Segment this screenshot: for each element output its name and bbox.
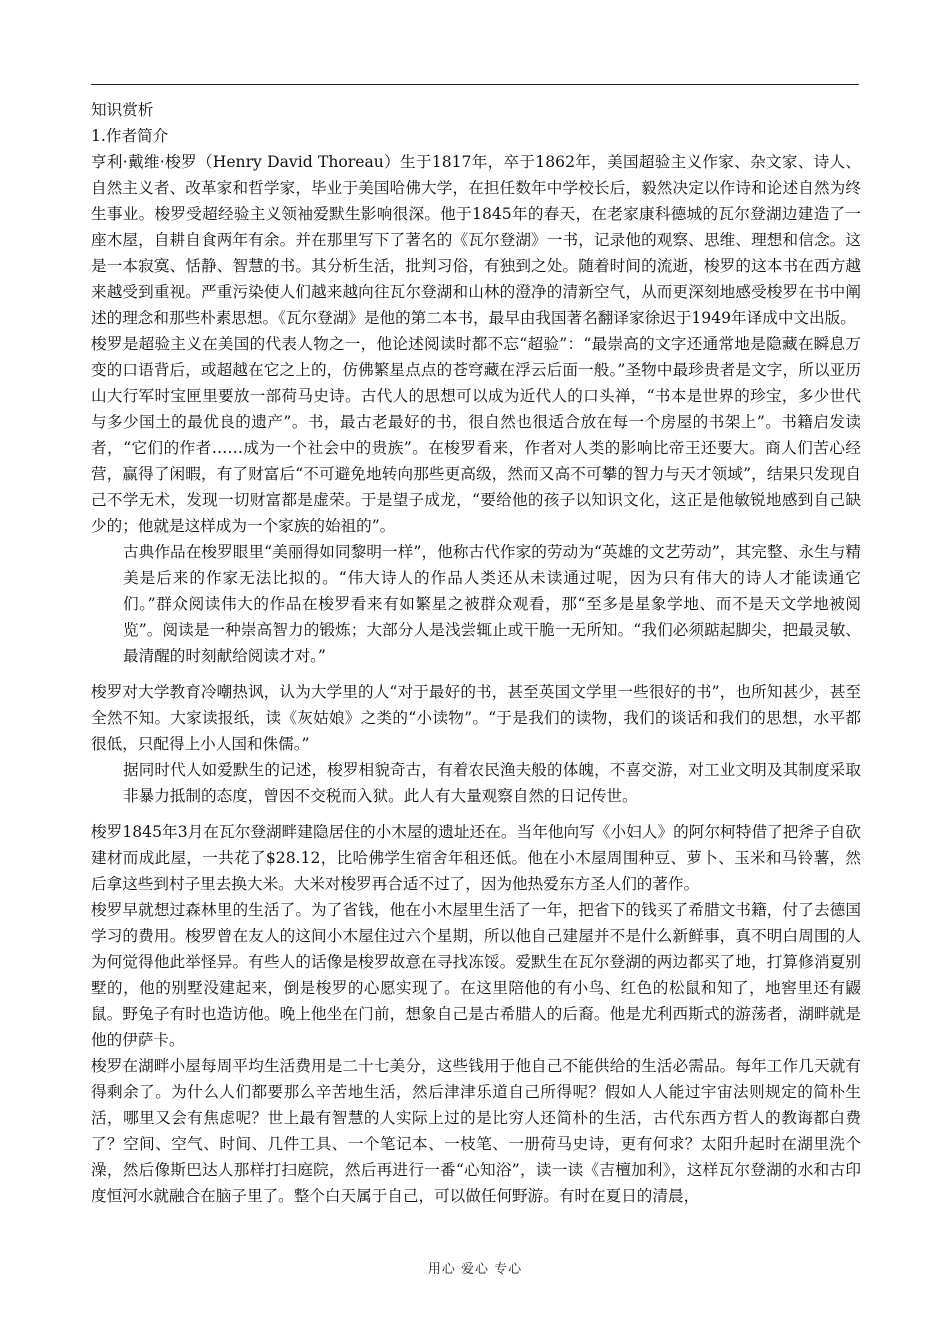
document-body <box>91 97 861 1209</box>
paragraph-3: 古典作品在梭罗眼里“美丽得如同黎明一样”，他称古代作家的劳动为“英雄的文艺劳动”，其完整、永生与精美是后来的作家无法比拟的。“伟大诗人的作品人类还从未读通过呢，因为只有伟大的诗人才能读通它们。”群众阅读伟大的作品在梭罗看来有如繁星之被群众观看，那“至多是星象学地、而不是天文学地被阅览”。阅读是一种崇高智力的锻炼；大部分人是浅尝辄止或干脆一无所知。“我们必须踮起脚尖，把最灵敏、最清醒的时刻献给阅读才对。” <box>123 543 861 665</box>
subheading: 1.作者简介 <box>91 127 169 145</box>
paragraph-7: 梭罗早就想过森林里的生活了。为了省钱，他在小木屋里生活了一年，把省下的钱买了希腊文书籍，付了去德国学习的费用。梭罗曾在友人的这间小木屋住过六个星期，所以他自己建屋并不是什么新鲜事，真不明白周围的人为何觉得他此举怪异。有些人的话像是梭罗故意在寻找冻馁。爱默生在瓦尔登湖的两边都买了地，打算修消夏别墅的，他的别墅没建起来，倒是梭罗的心愿实现了。在这里陪他的有小鸟、红色的松鼠和知了，地窖里还有鼹鼠。野兔子有时也造访他。晚上他坐在门前，想象自己是古希腊人的后裔。他是尤利西斯式的游荡者，湖畔就是他的伊萨卡。 <box>91 901 861 1049</box>
paragraph-1: 亨利·戴维·梭罗（Henry David Thoreau）生于1817年，卒于1862年，美国超验主义作家、杂文家、诗人、自然主义者、改革家和哲学家，毕业于美国哈佛大学，在担任数年中学校长后，毅然决定以作诗和论述自然为终生事业。梭罗受超经验主义领袖爱默生影响很深。他于1845年的春天，在老家康科德城的瓦尔登湖边建造了一座木屋，自耕自食两年有余。并在那里写下了著名的《瓦尔登湖》一书，记录他的观察、思维、理想和信念。这是一本寂寞、恬静、智慧的书。其分析生活，批判习俗，有独到之处。随着时间的流逝，梭罗的这本书在西方越来越受到重视。严重污染使人们越来越向往瓦尔登湖和山林的澄净的清新空气，从而更深刻地感受梭罗在书中阐述的理念和那些朴素思想。《瓦尔登湖》是他的第二本书，最早由我国著名翻译家徐迟于1949年译成中文出版。 <box>91 153 861 327</box>
paragraph-5: 据同时代人如爱默生的记述，梭罗相貌奇古，有着农民渔夫般的体魄，不喜交游，对工业文明及其制度采取非暴力抵制的态度，曾因不交税而入狱。此人有大量观察自然的日记传世。 <box>123 761 861 805</box>
paragraph-8: 梭罗在湖畔小屋每周平均生活费用是二十七美分，这些钱用于他自己不能供给的生活必需品。每年工作几天就有得剩余了。为什么人们都要那么辛苦地生活，然后津津乐道自己所得呢？假如人人能过宇宙法则规定的简朴生活，哪里又会有焦虑呢？世上最有智慧的人实际上过的是比穷人还简朴的生活，古代东西方哲人的教诲都白费了？空间、空气、时间、几件工具、一个笔记本、一枝笔、一册荷马史诗，更有何求？太阳升起时在湖里洗个澡，然后像斯巴达人那样打扫庭院，然后再进行一番“心知浴”，读一读《吉檀加利》，这样瓦尔登湖的水和古印度恒河水就融合在脑子里了。整个白天属于自己，可以做任何野游。有时在夏日的清晨， <box>91 1057 861 1205</box>
page-footer: 用心 爱心 专心 <box>427 1262 523 1277</box>
header-rule <box>91 84 859 85</box>
paragraph-6: 梭罗1845年3月在瓦尔登湖畔建隐居住的小木屋的遗址还在。当年他向写《小妇人》的阿尔柯特借了把斧子自砍建材而成此屋，一共花了$28.12，比哈佛学生宿舍年租还低。他在小木屋周围种豆、萝卜、玉米和马铃薯，然后拿这些到村子里去换大米。大米对梭罗再合适不过了，因为他热爱东方圣人们的著作。 <box>91 823 861 893</box>
paragraph-2: 梭罗是超验主义在美国的代表人物之一，他论述阅读时都不忘“超验”：“最崇高的文字还通常地是隐藏在瞬息万变的口语背后，或超越在它之上的，仿佛繁星点点的苍穹藏在浮云后面一般。”圣物中最珍贵者是文字，所以亚历山大行军时宝匣里要放一部荷马史诗。古代人的思想可以成为近代人的口头禅，“书本是世界的珍宝，多少世代与多少国土的最优良的遗产”。书，最古老最好的书，很自然也很适合放在每一个房屋的书架上”。书籍启发读者，“它们的作者……成为一个社会中的贵族”。在梭罗看来，作者对人类的影响比帝王还要大。商人们苦心经营，赢得了闲暇，有了财富后“不可避免地转向那些更高级，然而又高不可攀的智力与天才领域”，结果只发现自己不学无术，发现一切财富都是虚荣。于是望子成龙，“要给他的孩子以知识文化，这正是他敏锐地感到自己缺少的；他就是这样成为一个家族的始祖的”。 <box>91 335 861 535</box>
section-heading: 知识赏析 <box>91 101 154 119</box>
paragraph-4: 梭罗对大学教育冷嘲热讽，认为大学里的人“对于最好的书，甚至英国文学里一些很好的书”，也所知甚少，甚至全然不知。大家读报纸，读《灰姑娘》之类的“小读物”。“于是我们的读物，我们的谈话和我们的思想，水平都很低，只配得上小人国和侏儒。” <box>91 683 861 753</box>
